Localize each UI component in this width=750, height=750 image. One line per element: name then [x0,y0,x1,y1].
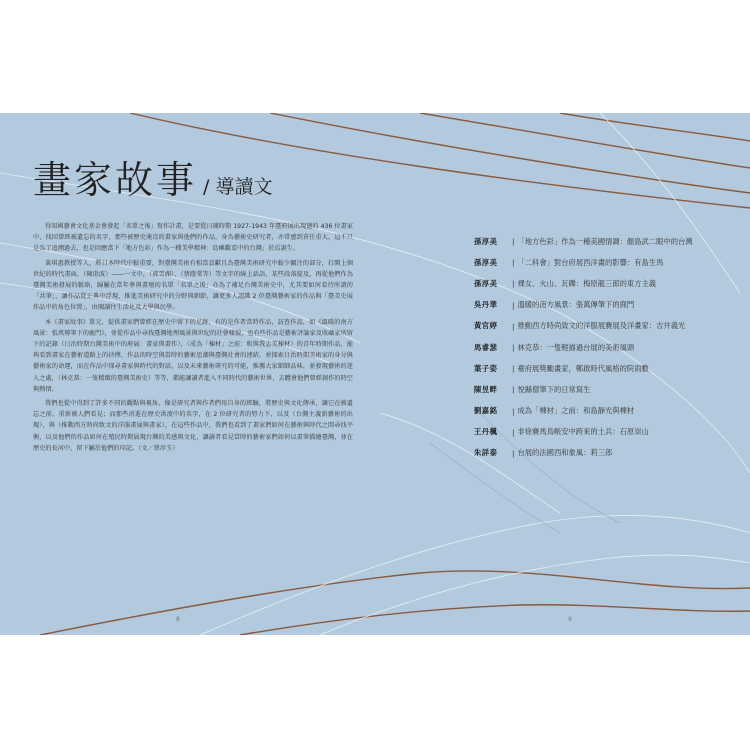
article-title: 成為「棟材」之前：和島靜光與棟材 [517,406,635,416]
article-title: 「地方色彩」作為一種美國情調：顏島武二眼中的台灣 [517,236,693,246]
list-item[interactable] [474,231,724,252]
author-name: 葉子姿 [474,363,498,373]
author-name: 孫淳美 [474,257,498,267]
author-name: 陳昱畔 [474,384,498,394]
list-item[interactable] [474,316,724,337]
list-item[interactable] [474,422,724,443]
book-spread [0,113,750,635]
separator: | [512,448,515,458]
separator: | [512,300,515,310]
list-item[interactable] [474,401,724,422]
list-item[interactable] [474,358,724,379]
list-item[interactable] [474,379,724,400]
article-title: 臺府展獎勵畫家，鄭啟時代風格的院雨數 [517,363,649,373]
separator: | [512,237,515,247]
separator: | [512,406,515,416]
paragraph: 得知國藝會文化基金會發起「名單之後」寫作計畫，是要從日據時期 1927-1943 年臺府展出現過的 436 位畫家中，找回曾經被遺忘的名字，那些被歷史淹沒的畫家與他們的作品，身為藝術史研究者，亦常感到責任重大，這不只是為了追溯過去，也是回應當下「地方色彩」作為一種美學精神：島嶼觀看中的台灣」於焉誕生。 [33,223,353,253]
separator: | [512,258,515,268]
article-list [474,231,724,464]
article-title: 裸女、火山、瓦礫：梅原龍三郎的東方主義 [517,278,657,288]
paragraph: 我們也從中得到了許多不同的觀點與視角，像是研究者與作者們用自身的經驗，將歷史與文化傳承，讓它在被遺忘之前，重新被人們看見；而那些消逝在歷史洪流中的名字，在 2 位研究者的努力下，以及（台灣主義新藝術的出現），與（推動西方時尚致文的洋服畫展與畫家），在這些作品中，我們也看到了畫家們如何在藝術與時代之間尋找平衡，以及他們的作品如何在殖民時期展現台灣的美感與文化，讓讀者看見當時的藝術家們如何以畫筆描繪臺灣，並在歷史的長河中，留下屬於他們的印記。（文／蔡淳玉） [33,400,353,452]
list-item[interactable] [474,443,724,464]
title-main: 畫家故事 [33,158,198,202]
page-number-left: 8 [176,616,180,623]
separator: | [512,385,515,395]
page-number-right: 9 [568,616,572,623]
separator: | [512,279,515,289]
separator: | [512,321,515,331]
author-name: 朱詳泰 [474,448,498,458]
paragraph: 黃琪惠教授等人，將日本時代中較重要，對臺灣美術有相當貢獻且為臺灣美術研究中較少關注的部分，打開上個世紀的時代畫面，（陳澄波）——一文中，（郭雪湖）、（蔡蔭棠等）等文字的線上話語，某些段落提及，再從他們作為臺灣美術發展的脈絡，歸屬在當年參與畫壇的名單「名單之後」亦為了補足台灣美術史中，尤其要如何看待所謂的「共筆」，讓作品從正典中浮現，推進美術研究中的分野與細節，讓更多人認識 2 位臺灣藝術家的作品與「臺美史展作品中的角色位置」，由閱讀往生活化及大學與民學。 [33,259,353,312]
list-item[interactable] [474,295,724,316]
article-title: 「二科會」對台府展西洋畫的影響：有島生馬 [517,257,664,267]
intro-body-text [33,221,353,457]
author-name: 孫淳美 [474,236,498,246]
list-item[interactable] [474,252,724,273]
article-title: 溫暖的南方風景：張萬傳筆下的鹿門 [517,300,635,310]
author-name: 馬睿瑟 [474,342,498,352]
list-item[interactable] [474,273,724,294]
author-name: 王丹楓 [474,427,498,437]
author-name: 劉嘉銘 [474,406,498,416]
article-title: 林克恭：一隻輕描過台展的美術風頭 [517,342,635,352]
page-title [33,149,272,204]
separator: | [512,364,515,374]
article-title: 悅縣僧筆下的日常寫生 [517,384,591,394]
paragraph: 本《畫家故事》單元，提供畫家們曾經在歷史中留下的足跡，有的是作者當時作品，訪查作品，如《溫暖的南方風景：張萬傳筆下的鹿門》，並從作品中尋找臺灣地理風景與世紀的社會樣貌，也有些作品是藝術評論家及收藏家所留下的記錄（日治時期台灣美術中的府展：畫家與畫作），（成為「棟材」之前：和與我志美棟材）的青年時期作品，能夠看到畫家在藝術道路上的抉擇，作品的時空與當時的藝術思潮與臺灣社會的連結，並探索日治時期美術家的身分與藝術家的命運，而在作品中探尋畫家與時代的對話，以及未來藝術研究的可能，推薦大家細細品味，並發現藝術的迷人之處，（林克恭：一隻精緻的臺灣美術史）等等，都能讓讀者進入不同時代的藝術世界，去體會他們曾經創作的時空與熱情。 [33,318,353,393]
separator: | [512,343,515,353]
list-item[interactable] [474,337,724,358]
author-name: 黃官婷 [474,321,498,331]
author-name: 吳丹華 [474,300,498,310]
separator: | [512,427,515,437]
title-subtitle: / 導讀文 [203,176,273,198]
article-title: 台展的法國西和象風：莉三郎 [517,448,613,458]
article-title: 非徐賽馬鳥帳安中跨來的土兵：石原崇山 [517,427,649,437]
author-name: 孫淳美 [474,278,498,288]
article-title: 推動西方時尚致文的洋服展賽展及洋畫家：吉井義光 [517,321,686,331]
